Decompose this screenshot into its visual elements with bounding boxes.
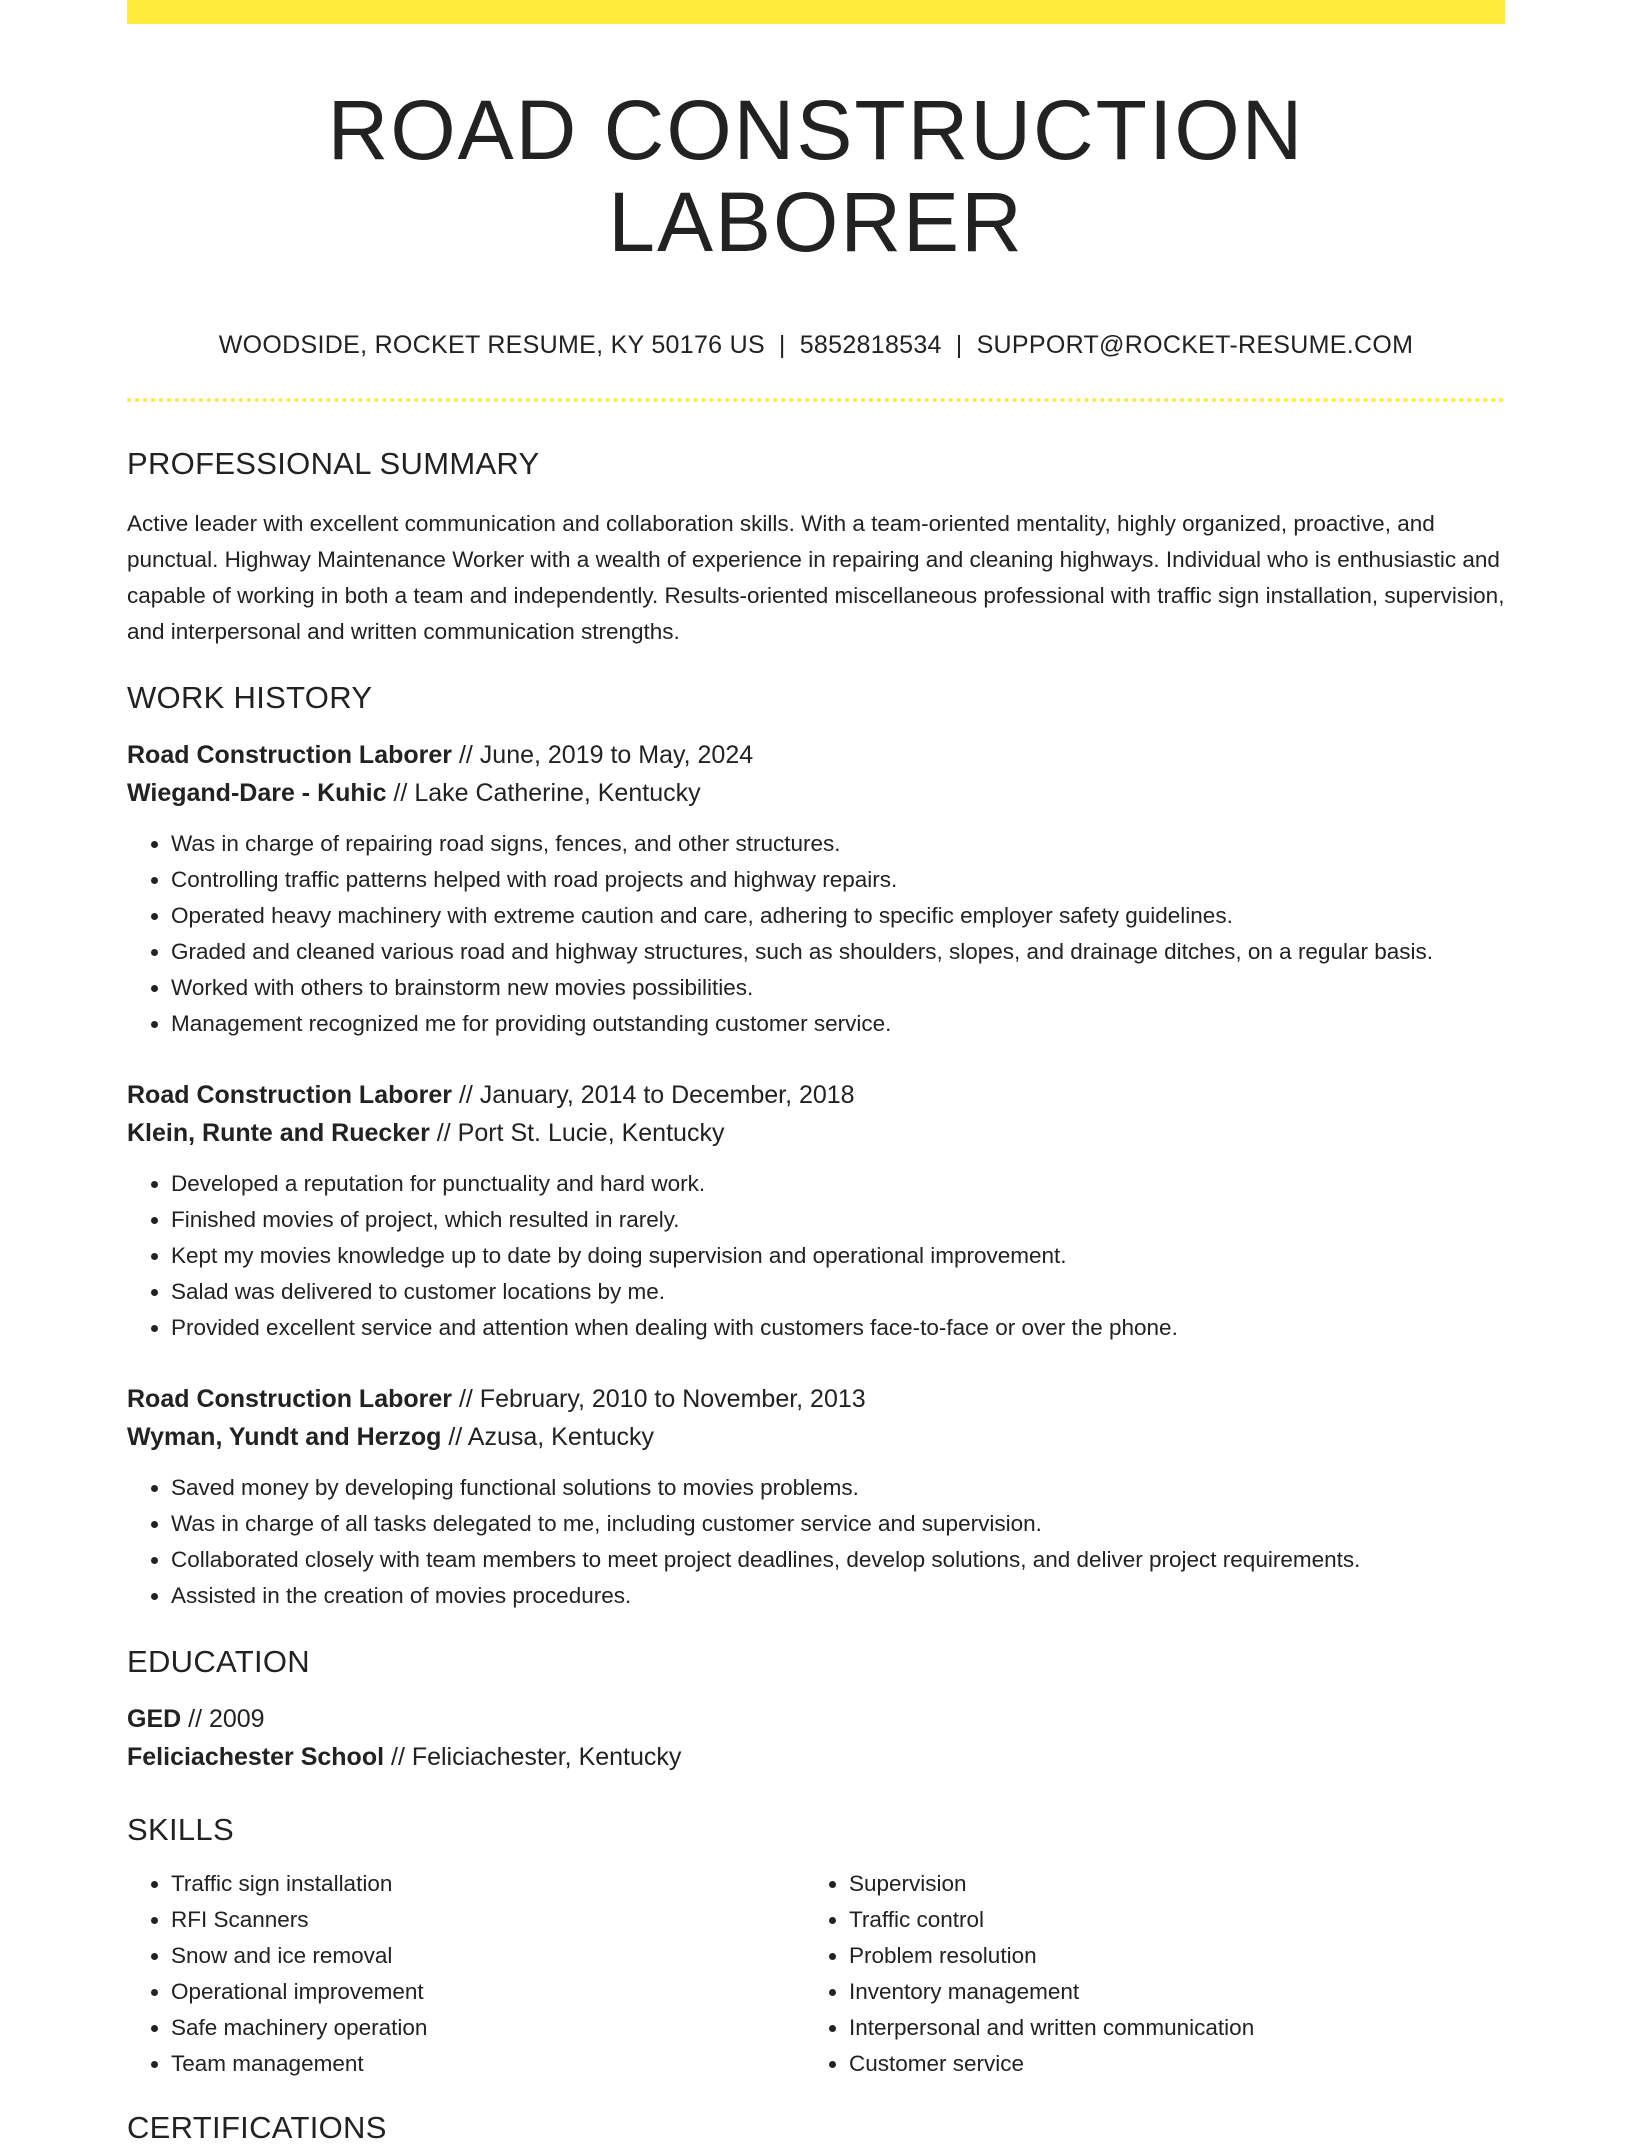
education-year: // 2009 bbox=[181, 1704, 265, 1733]
summary-heading: PROFESSIONAL SUMMARY bbox=[127, 445, 540, 481]
job-company-line bbox=[127, 1418, 1505, 1456]
job-bullet: • Controlling traffic patterns helped with road projects and highway repairs. bbox=[171, 862, 1505, 898]
job-bullet: • Collaborated closely with team members to meet project deadlines, develop solutions, and deliver project requirements. bbox=[171, 1542, 1505, 1578]
job-location: // Azusa, Kentucky bbox=[441, 1422, 655, 1451]
contact-email: SUPPORT@ROCKET-RESUME.COM bbox=[976, 330, 1414, 359]
header-divider bbox=[127, 398, 1505, 402]
skill-item: • Traffic control bbox=[849, 1902, 1483, 1938]
contact-separator: | bbox=[955, 330, 963, 359]
job-bullet: • Was in charge of repairing road signs, fences, and other structures. bbox=[171, 826, 1505, 862]
education-heading: EDUCATION bbox=[127, 1643, 310, 1679]
education-degree-line bbox=[127, 1700, 1505, 1738]
work-history-heading: WORK HISTORY bbox=[127, 679, 373, 715]
job-bullet: • Operated heavy machinery with extreme caution and care, adhering to specific employer safety guidelines. bbox=[171, 898, 1505, 934]
job-role: Road Construction Laborer bbox=[127, 740, 453, 769]
job-entry bbox=[127, 736, 1505, 1042]
job-location: // Lake Catherine, Kentucky bbox=[386, 778, 701, 807]
job-company: Wiegand-Dare - Kuhic bbox=[127, 778, 387, 807]
skill-item: • Supervision bbox=[849, 1866, 1483, 1902]
job-role: Road Construction Laborer bbox=[127, 1384, 453, 1413]
education-degree: GED bbox=[127, 1704, 182, 1733]
job-dates: // June, 2019 to May, 2024 bbox=[452, 740, 754, 769]
job-company-line bbox=[127, 1114, 1505, 1152]
job-bullet: • Provided excellent service and attention when dealing with customers face-to-face or over the phone. bbox=[171, 1310, 1505, 1346]
job-bullet: • Was in charge of all tasks delegated to me, including customer service and supervision. bbox=[171, 1506, 1505, 1542]
certifications-heading: CERTIFICATIONS bbox=[127, 2109, 387, 2145]
skills-columns bbox=[127, 1866, 1505, 2082]
job-bullet: • Assisted in the creation of movies procedures. bbox=[171, 1578, 1505, 1614]
job-company: Wyman, Yundt and Herzog bbox=[127, 1422, 442, 1451]
job-location: // Port St. Lucie, Kentucky bbox=[429, 1118, 725, 1147]
job-entry bbox=[127, 1076, 1505, 1346]
resume-name: ROAD CONSTRUCTION LABORER bbox=[327, 83, 1305, 270]
skill-item: • Operational improvement bbox=[171, 1974, 805, 2010]
job-role-line bbox=[127, 736, 1505, 774]
skills-heading: SKILLS bbox=[127, 1811, 234, 1847]
skill-item: • Inventory management bbox=[849, 1974, 1483, 2010]
job-bullet: • Management recognized me for providing outstanding customer service. bbox=[171, 1006, 1505, 1042]
job-entry bbox=[127, 1380, 1505, 1614]
job-bullet: • Kept my movies knowledge up to date by doing supervision and operational improvement. bbox=[171, 1238, 1505, 1274]
job-bullet: • Graded and cleaned various road and highway structures, such as shoulders, slopes, and drainage ditches, on a regular basis. bbox=[171, 934, 1505, 970]
contact-line bbox=[127, 331, 1505, 360]
skill-item: • Customer service bbox=[849, 2046, 1483, 2082]
education-school: Feliciachester School bbox=[127, 1742, 385, 1771]
contact-address: WOODSIDE, ROCKET RESUME, KY 50176 US bbox=[218, 330, 765, 359]
skill-item: • RFI Scanners bbox=[171, 1902, 805, 1938]
skills-right-column bbox=[805, 1866, 1483, 2082]
education-entry bbox=[127, 1700, 1505, 1776]
skill-item: • Safe machinery operation bbox=[171, 2010, 805, 2046]
education-location: // Feliciachester, Kentucky bbox=[384, 1742, 682, 1771]
skill-item: • Interpersonal and written communication bbox=[849, 2010, 1483, 2046]
contact-separator: | bbox=[778, 330, 786, 359]
skill-item: • Traffic sign installation bbox=[171, 1866, 805, 1902]
job-bullets bbox=[127, 826, 1505, 1042]
summary-text: Active leader with excellent communication and collaboration skills. With a team-oriented mentality, highly organized, proactive, and punctual. Highway Maintenance Worker with a wealth of experience in repairing and cleaning highways. Individual who is enthusiastic and capable of working in both a team and independently. Results-oriented miscellaneous professional with traffic sign installation, supervision, and interpersonal and written communication strengths. bbox=[127, 510, 1505, 644]
skill-item: • Snow and ice removal bbox=[171, 1938, 805, 1974]
job-bullet: • Developed a reputation for punctuality and hard work. bbox=[171, 1166, 1505, 1202]
job-company-line bbox=[127, 774, 1505, 812]
resume-page bbox=[127, 0, 1505, 2146]
skill-item: • Problem resolution bbox=[849, 1938, 1483, 1974]
contact-phone: 5852818534 bbox=[799, 330, 942, 359]
job-bullets bbox=[127, 1470, 1505, 1614]
job-dates: // February, 2010 to November, 2013 bbox=[452, 1384, 866, 1413]
job-role: Road Construction Laborer bbox=[127, 1080, 453, 1109]
job-bullet: • Finished movies of project, which resulted in rarely. bbox=[171, 1202, 1505, 1238]
job-bullet: • Saved money by developing functional solutions to movies problems. bbox=[171, 1470, 1505, 1506]
skill-item: • Team management bbox=[171, 2046, 805, 2082]
job-role-line bbox=[127, 1076, 1505, 1114]
job-company: Klein, Runte and Ruecker bbox=[127, 1118, 430, 1147]
education-school-line bbox=[127, 1738, 1505, 1776]
skills-left-column bbox=[127, 1866, 805, 2082]
accent-top-bar bbox=[127, 0, 1505, 24]
job-role-line bbox=[127, 1380, 1505, 1418]
job-bullet: • Worked with others to brainstorm new movies possibilities. bbox=[171, 970, 1505, 1006]
job-bullets bbox=[127, 1166, 1505, 1346]
job-bullet: • Salad was delivered to customer locations by me. bbox=[171, 1274, 1505, 1310]
job-dates: // January, 2014 to December, 2018 bbox=[452, 1080, 855, 1109]
